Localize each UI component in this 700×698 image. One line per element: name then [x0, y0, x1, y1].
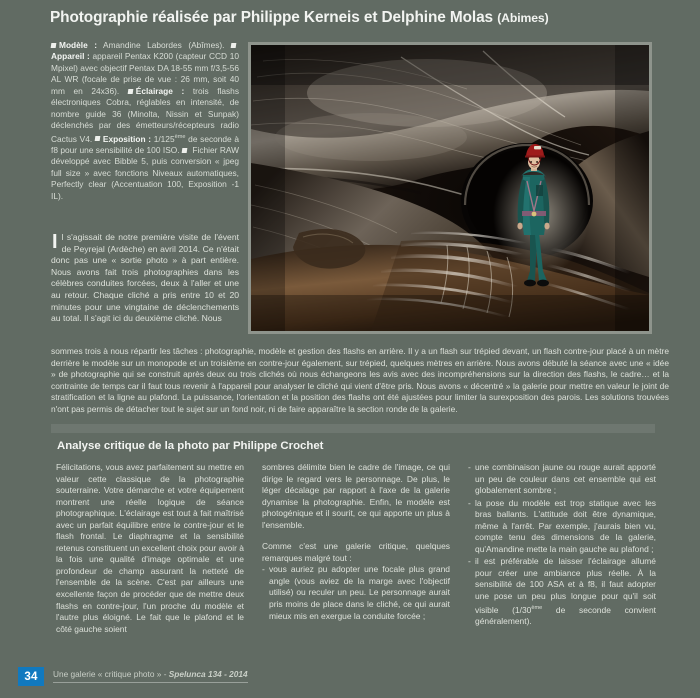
page-title-main: Photographie réalisée par Philippe Kerneis et Delphine Molas: [50, 9, 494, 26]
page-title: [50, 8, 660, 34]
model-value: Amandine Labordes (Abîmes).: [97, 40, 225, 50]
technical-details-column: [51, 40, 239, 202]
cave-photograph-image: [251, 45, 649, 331]
critique-heading: Analyse critique de la photo par Philippe Crochet: [57, 440, 324, 452]
camera-value: appareil Pentax K200 (capteur CCD 10 Mpixel) avec objectif Pentax DA 18-55 mm f/3,5-56 AL WR (focale de prise de vue : 26 mm, soit 40 mm en 24x36).: [51, 51, 239, 96]
footer-text-a: Une galerie « critique photo » -: [53, 669, 169, 679]
footer-text: [53, 669, 248, 683]
lighting-value: trois flashs électroniques Cobra, réglables en intensité, de nombre guide 36 (Minolta, Nissin et Sunpak) déclenchés par des émetteurs/récepteurs radio Cactus V4.: [51, 85, 239, 144]
photograph-frame: [248, 42, 652, 334]
critique-column-3: [468, 462, 656, 642]
square-bullet-icon: [231, 43, 237, 48]
wide-paragraph: sommes trois à nous répartir les tâches : photographie, modèle et gestion des flashs en arrière. Il y a un flash sur trépied devant, un flash contre-jour placé à un mètre derrière le modèle sur un monopode et un troisième en contre-jour également, sur trépied, quelques mètres en arrière. Nous avons débuté la séance avec une « idée » de photographie qui se construit après deux ou trois clichés où nous échangeons les avis avec des incompréhensions sur la direction des flashs, le cadre… et la contrainte de temps car il faut tous revenir à l'appareil pour analyser le cliché qui vient d'être pris. Nous avons « décentré » la galerie pour mettre en valeur le joint de stratification et la ligne au plafond. La puissance, l'orientation et la position des flashs ont été ajustées pour limiter la surexposition des parois. Les solutions trouvées n'ont pas permis de détacher tout le sujet sur un fond noir, ni de faire apparaître la section ronde de la galerie.: [51, 346, 669, 414]
page-number-badge: 34: [18, 667, 44, 686]
narrative-column: [51, 232, 239, 325]
narrative-text: l s'agissait de notre première visite de l'évent de Peyrejal (Ardèche) en avril 2014. Ce n'était donc pas une « sortie photo » à part entière. Nous avons fait trois photographies dans les célèbres conduites forcées, deux à l'aller et une au retour. Chaque cliché a pris entre 10 et 20 minutes pour une vingtaine de déclenchements au total. Il s'agit ici du deuxième cliché. Nous: [51, 232, 239, 324]
critique-col2-bullets: [262, 564, 450, 622]
critique-col1-text: Félicitations, vous avez parfaitement su mettre en valeur cette classique de la photographie souterraine. Votre démarche et votre équipement montrent une réelle logique de séance photographique. L'éclairage est tout à fait maîtrisé avec un parfait équilibre entre le contre-jour et le flash frontal. Le diaphragme et la sensibilité retenus constituent un excellent choix pour avoir à la fois une qualité d'image optimale et une profondeur de champ assurant la netteté de l'ensemble de la scène. C'est par ailleurs une excellente façon de procéder que de mettre deux flashs en contre-jour, l'un proche du modèle et l'autre plus éloigné. Le fait que le plafond et le côté gauche soient: [56, 462, 244, 634]
footer: [18, 666, 248, 686]
drop-cap: I: [52, 231, 58, 253]
square-bullet-icon: [51, 43, 57, 48]
section-divider: [51, 424, 655, 433]
list-item: - une combinaison jaune ou rouge aurait apporté un peu de couleur dans cet ensemble qui est globalement sombre ;: [468, 462, 656, 497]
square-bullet-icon: [127, 89, 133, 94]
critique-col2-para1: sombres délimite bien le cadre de l'image, ce qui dirige le regard vers le personnage. De plus, le léger décalage par rapport à l'axe de la galerie dynamise la photographie. Enfin, le modèle est photogénique et il sourit, ce qui apporte un plus à l'ensemble.: [262, 462, 450, 530]
file-value: Fichier RAW développé avec Bibble 5, puis conversion « jpeg full size » avec fonctions Niveaux automatiques, Perfectly clear (Accentuation 100, Exposition -1 IL).: [51, 144, 239, 201]
critique-col2-para2: Comme c'est une galerie critique, quelques remarques malgré tout :: [262, 541, 450, 563]
page-title-paren: (Abimes): [497, 11, 549, 25]
lighting-label: Éclairage :: [135, 85, 185, 96]
critique-column-2: [262, 462, 450, 642]
list-item: - vous auriez pu adopter une focale plus grand angle (vous aviez de la marge avec l'objectif utilisé) ou reculer un peu. Le personnage aurait pris moins de place dans le cliché, ce qui aurait mieux mis en exergue la conduite forcée ;: [262, 564, 450, 622]
list-item: - la pose du modèle est trop statique avec les bras ballants. L'attitude doit être dynamique, même à l'arrêt. Par exemple, j'aurais bien vu, compte tenu des dimensions de la galerie, qu'Amandine mette la main gauche au plafond ;: [468, 498, 656, 556]
page-title-text: [50, 8, 660, 28]
list-item-ordinal: ème: [531, 604, 543, 611]
footer-text-b: Spelunca 134 - 2014: [168, 669, 248, 679]
model-label: Modèle :: [59, 40, 97, 50]
critique-column-1: [56, 462, 244, 642]
list-item-text-b: de seconde convient généralement).: [475, 604, 656, 626]
square-bullet-icon: [182, 148, 188, 153]
exposure-value-a: 1/125: [151, 133, 175, 144]
camera-label: Appareil :: [51, 51, 90, 62]
critique-columns: [56, 462, 656, 642]
exposure-value-b: de seconde à f8 pour une sensibilité de 100 ISO.: [51, 133, 240, 155]
square-bullet-icon: [95, 136, 101, 141]
exposure-ordinal: ème: [174, 133, 186, 140]
list-item: [468, 556, 656, 627]
cave-photograph: [251, 45, 649, 331]
list-item-text-a: il est préférable de laisser l'éclairage allumé pour créer une ambiance plus réelle. À la sensibilité de 100 ASA et à f8, il faut adopter une pose un peu plus longue pour qu'il soit visible (1/30: [475, 556, 656, 615]
exposure-label: Exposition :: [102, 133, 152, 144]
critique-col3-bullets: [468, 462, 656, 627]
